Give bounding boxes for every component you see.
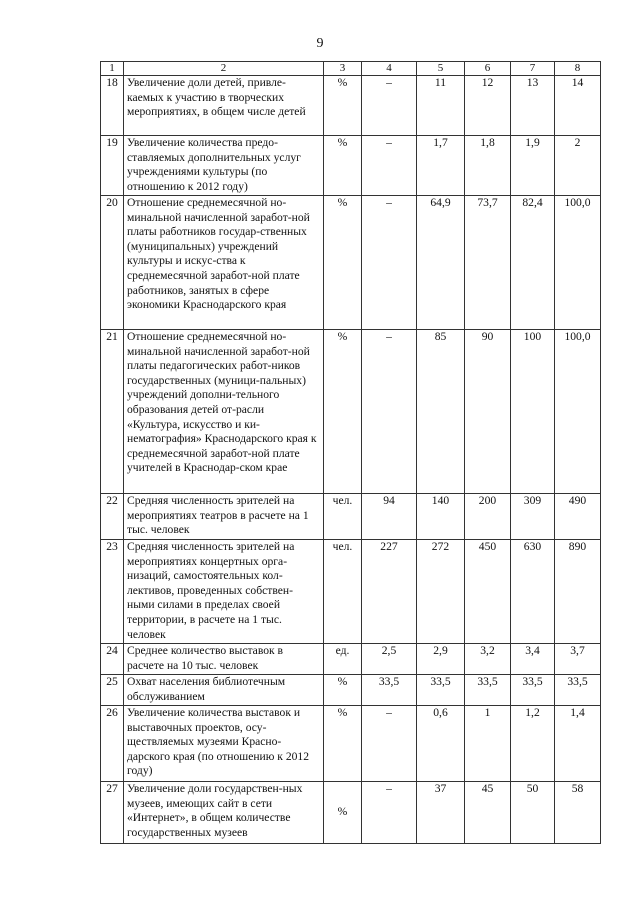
- table-row: [101, 76, 601, 136]
- row-value: 45: [465, 782, 511, 844]
- row-value: 14: [555, 76, 601, 136]
- table-row: [101, 196, 601, 330]
- row-value: 58: [555, 782, 601, 844]
- row-value: 272: [417, 540, 465, 644]
- row-value: –: [362, 782, 417, 844]
- row-unit: %: [324, 675, 362, 706]
- row-value: 1,8: [465, 136, 511, 196]
- row-description: Увеличение количества выставок и выставочных проектов, осу-ществляемых музеями Красно-дарского края (по отношению к 2012 году): [124, 706, 324, 782]
- row-value: 140: [417, 494, 465, 540]
- row-value: 200: [465, 494, 511, 540]
- row-number: 23: [101, 540, 124, 644]
- row-value: 1: [465, 706, 511, 782]
- row-number: 22: [101, 494, 124, 540]
- row-value: 2,5: [362, 644, 417, 675]
- row-value: 12: [465, 76, 511, 136]
- row-value: 33,5: [417, 675, 465, 706]
- row-value: 37: [417, 782, 465, 844]
- row-value: 73,7: [465, 196, 511, 330]
- indicators-table: [100, 61, 601, 844]
- row-unit: %: [324, 782, 362, 844]
- row-value: 2: [555, 136, 601, 196]
- row-value: –: [362, 136, 417, 196]
- table-row: [101, 782, 601, 844]
- row-value: –: [362, 706, 417, 782]
- row-value: 33,5: [555, 675, 601, 706]
- row-description: Охват населения библиотечным обслуживанием: [124, 675, 324, 706]
- row-unit: %: [324, 196, 362, 330]
- page-number: 9: [316, 36, 324, 51]
- row-value: 82,4: [511, 196, 555, 330]
- row-value: 630: [511, 540, 555, 644]
- row-unit: чел.: [324, 494, 362, 540]
- row-unit: %: [324, 706, 362, 782]
- row-value: –: [362, 76, 417, 136]
- row-description: Увеличение доли детей, привле-каемых к участию в творческих мероприятиях, в общем числе детей: [124, 76, 324, 136]
- row-number: 18: [101, 76, 124, 136]
- row-description: Отношение среднемесячной но-минальной начисленной заработ-ной платы педагогических работ-ников государственных (муници-пальных) учреждений дополни-тельного образования детей от-расли «Культура, искусство и ки-нематография» Краснодарского края к среднемесячной заработ-ной плате учителей в Краснодар-ском крае: [124, 330, 324, 494]
- row-description: Отношение среднемесячной но-минальной начисленной заработ-ной платы работников государ-ственных (муниципальных) учреждений культуры и искус-ства к среднемесячной заработ-ной плате работников, занятых в сфере экономики Краснодарского края: [124, 196, 324, 330]
- row-value: 490: [555, 494, 601, 540]
- header-cell: 5: [417, 62, 465, 76]
- row-value: 85: [417, 330, 465, 494]
- table-row: [101, 136, 601, 196]
- row-unit: %: [324, 76, 362, 136]
- row-number: 19: [101, 136, 124, 196]
- header-cell: 1: [101, 62, 124, 76]
- row-description: Средняя численность зрителей на мероприятиях концертных орга-низаций, самостоятельных кол-лективов, проведенных собствен-ными силами в пределах своей территории, в расчете на 1 тыс. человек: [124, 540, 324, 644]
- row-unit: %: [324, 136, 362, 196]
- row-number: 27: [101, 782, 124, 844]
- row-value: 33,5: [465, 675, 511, 706]
- row-value: 3,2: [465, 644, 511, 675]
- row-description: Средняя численность зрителей на мероприятиях театров в расчете на 1 тыс. человек: [124, 494, 324, 540]
- row-value: 64,9: [417, 196, 465, 330]
- row-number: 24: [101, 644, 124, 675]
- row-value: 227: [362, 540, 417, 644]
- row-value: 1,7: [417, 136, 465, 196]
- header-cell: 8: [555, 62, 601, 76]
- row-number: 25: [101, 675, 124, 706]
- row-unit: чел.: [324, 540, 362, 644]
- row-description: Увеличение количества предо-ставляемых дополнительных услуг учреждениями культуры (по отношению к 2012 году): [124, 136, 324, 196]
- row-value: 2,9: [417, 644, 465, 675]
- row-value: 890: [555, 540, 601, 644]
- header-cell: 6: [465, 62, 511, 76]
- row-unit: %: [324, 330, 362, 494]
- header-cell: 2: [124, 62, 324, 76]
- row-number: 21: [101, 330, 124, 494]
- header-cell: 3: [324, 62, 362, 76]
- row-unit: ед.: [324, 644, 362, 675]
- row-value: –: [362, 196, 417, 330]
- row-value: 309: [511, 494, 555, 540]
- row-value: 1,4: [555, 706, 601, 782]
- table-header-row: [101, 62, 601, 76]
- row-value: 11: [417, 76, 465, 136]
- header-cell: 4: [362, 62, 417, 76]
- row-value: 450: [465, 540, 511, 644]
- row-value: 100: [511, 330, 555, 494]
- table-row: [101, 706, 601, 782]
- row-value: 50: [511, 782, 555, 844]
- row-value: 94: [362, 494, 417, 540]
- row-value: 3,4: [511, 644, 555, 675]
- row-value: 1,2: [511, 706, 555, 782]
- row-value: 90: [465, 330, 511, 494]
- row-number: 20: [101, 196, 124, 330]
- table-row: [101, 644, 601, 675]
- row-value: 3,7: [555, 644, 601, 675]
- table-row: [101, 330, 601, 494]
- row-description: Увеличение доли государствен-ных музеев, имеющих сайт в сети «Интернет», в общем количестве государственных музеев: [124, 782, 324, 844]
- row-number: 26: [101, 706, 124, 782]
- row-value: –: [362, 330, 417, 494]
- row-value: 33,5: [362, 675, 417, 706]
- table-row: [101, 540, 601, 644]
- row-value: 1,9: [511, 136, 555, 196]
- table-row: [101, 675, 601, 706]
- row-value: 33,5: [511, 675, 555, 706]
- row-value: 100,0: [555, 196, 601, 330]
- row-description: Среднее количество выставок в расчете на 10 тыс. человек: [124, 644, 324, 675]
- row-value: 0,6: [417, 706, 465, 782]
- header-cell: 7: [511, 62, 555, 76]
- row-value: 13: [511, 76, 555, 136]
- table-row: [101, 494, 601, 540]
- row-value: 100,0: [555, 330, 601, 494]
